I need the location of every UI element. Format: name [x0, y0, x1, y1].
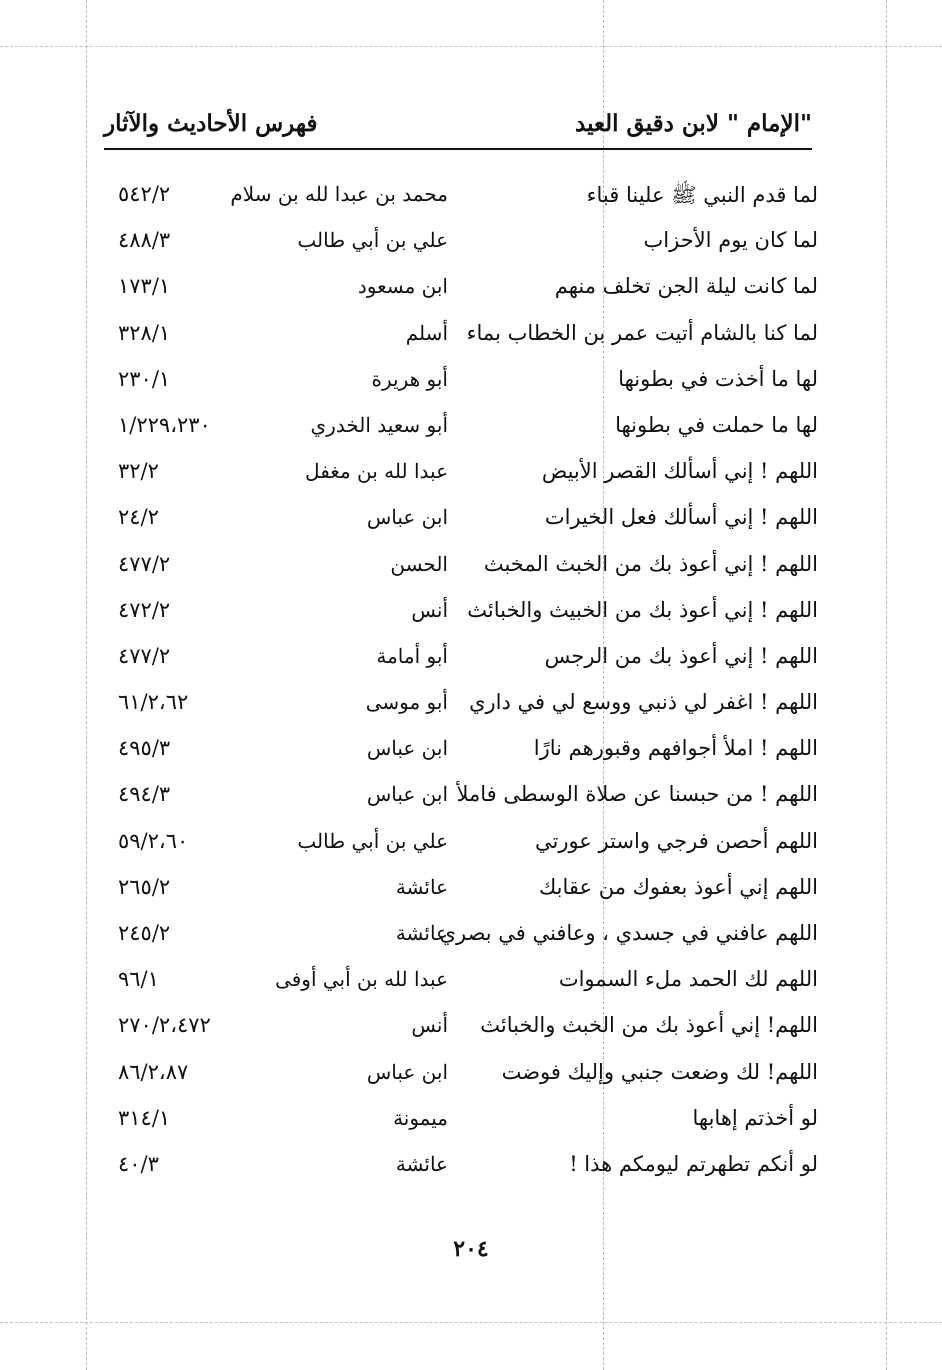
narrator-name: عبدا لله بن مغفل — [305, 459, 448, 484]
narrator-name: أبو هريرة — [371, 366, 448, 391]
index-entry-row — [118, 915, 818, 961]
narrator-name: عائشة — [395, 921, 448, 945]
narrator-name: أنس — [411, 597, 448, 622]
hadith-text: لها ما أخذت في بطونها — [618, 366, 818, 391]
hadith-text: اللهم ! إني أسألك القصر الأبيض — [541, 459, 818, 484]
index-entry-row — [118, 1007, 818, 1053]
hadith-text: اللهم أحصن فرجي واستر عورتي — [534, 828, 818, 853]
volume-page-ref: ٣٢/٢ — [118, 459, 159, 484]
index-entry-row — [118, 361, 818, 407]
volume-page-ref: ٩٦/١ — [118, 967, 159, 992]
narrator-name: ابن عباس — [366, 505, 448, 530]
index-entries — [118, 176, 818, 1192]
volume-page-ref: ٤٧٧/٢ — [118, 643, 171, 668]
hadith-text: لها ما حملت في بطونها — [615, 412, 818, 437]
narrator-name: عائشة — [395, 874, 448, 899]
hadith-text: لما قدم النبي ﷺ علينا قباء — [586, 183, 818, 207]
hadith-text: لما كان يوم الأحزاب — [643, 228, 818, 253]
guide-line — [0, 1322, 942, 1323]
guide-line — [0, 46, 942, 47]
volume-page-ref: ٤٨٨/٣ — [118, 228, 171, 253]
hadith-text: اللهم ! من حبسنا عن صلاة الوسطى فاملأ — [456, 782, 818, 807]
volume-page-ref: ٦١/٢،٦٢ — [118, 690, 189, 715]
index-entry-row — [118, 1100, 818, 1146]
index-entry-row — [118, 638, 818, 684]
index-title: فهرس الأحاديث والآثار — [104, 110, 318, 137]
hadith-text: لما كنا بالشام أتيت عمر بن الخطاب بماء — [466, 320, 818, 345]
volume-page-ref: ٤٩٤/٣ — [118, 782, 171, 807]
book-title: "الإمام " لابن دقيق العيد — [575, 110, 812, 137]
volume-page-ref: ١/٢٢٩،٢٣٠ — [118, 412, 211, 437]
narrator-name: علي بن أبي طالب — [297, 828, 448, 853]
narrator-name: الحسن — [390, 551, 448, 576]
hadith-text: اللهم ! إني أسألك فعل الخيرات — [544, 505, 818, 530]
volume-page-ref: ٣١٤/١ — [118, 1105, 171, 1130]
narrator-name: أبو سعيد الخدري — [310, 412, 448, 437]
hadith-text: لو أنكم تطهرتم ليومكم هذا ! — [569, 1151, 818, 1176]
index-entry-row — [118, 1146, 818, 1192]
narrator-name: محمد بن عبدا لله بن سلام — [230, 182, 448, 206]
volume-page-ref: ٤٧٧/٢ — [118, 551, 171, 576]
hadith-text: لما كانت ليلة الجن تخلف منهم — [554, 274, 818, 299]
volume-page-ref: ٤٧٢/٢ — [118, 597, 171, 622]
narrator-name: ابن عباس — [366, 1059, 448, 1084]
index-entry-row — [118, 315, 818, 361]
volume-page-ref: ٥٩/٢،٦٠ — [118, 828, 189, 853]
page-number: ٢٠٤ — [453, 1236, 489, 1262]
volume-page-ref: ٢٧٠/٢،٤٧٢ — [118, 1013, 211, 1038]
hadith-text: اللهم ! اغفر لي ذنبي ووسع لي في داري — [469, 690, 818, 715]
index-entry-row — [118, 961, 818, 1007]
hadith-text: اللهم إني أعوذ بعفوك من عقابك — [538, 874, 818, 899]
index-entry-row — [118, 176, 818, 222]
narrator-name: أنس — [411, 1013, 448, 1038]
narrator-name: ميمونة — [393, 1105, 448, 1130]
narrator-name: أبو موسى — [365, 690, 448, 715]
volume-page-ref: ١٧٣/١ — [118, 274, 171, 299]
index-entry-row — [118, 1054, 818, 1100]
hadith-text: اللهم! إني أعوذ بك من الخبث والخبائث — [480, 1013, 818, 1038]
narrator-name: ابن مسعود — [357, 274, 448, 299]
hadith-text: اللهم ! إني أعوذ بك من الرجس — [544, 643, 818, 668]
hadith-text: اللهم ! إني أعوذ بك من الخبيث والخبائث — [467, 597, 818, 622]
volume-page-ref: ٢٤/٢ — [118, 505, 159, 530]
volume-page-ref: ٤٩٥/٣ — [118, 736, 171, 761]
volume-page-ref: ٤٠/٣ — [118, 1151, 159, 1176]
hadith-text: اللهم ! املأ أجوافهم وقبورهم نارًا — [533, 736, 818, 761]
guide-line — [86, 0, 87, 1370]
index-entry-row — [118, 776, 818, 822]
page-header — [104, 108, 812, 150]
index-entry-row — [118, 453, 818, 499]
hadith-text: اللهم عافني في جسدي ، وعافني في بصري — [439, 921, 818, 945]
index-entry-row — [118, 499, 818, 545]
index-entry-row — [118, 546, 818, 592]
index-entry-row — [118, 407, 818, 453]
narrator-name: عبدا لله بن أبي أوفى — [275, 967, 448, 992]
narrator-name: ابن عباس — [366, 736, 448, 761]
index-entry-row — [118, 684, 818, 730]
hadith-text: اللهم لك الحمد ملء السموات — [558, 967, 818, 992]
index-entry-row — [118, 268, 818, 314]
index-entry-row — [118, 592, 818, 638]
hadith-text: لو أخذتم إهابها — [692, 1105, 818, 1130]
narrator-name: أسلم — [405, 320, 448, 345]
narrator-name: علي بن أبي طالب — [297, 228, 448, 253]
index-entry-row — [118, 730, 818, 776]
narrator-name: عائشة — [395, 1151, 448, 1176]
volume-page-ref: ٥٤٢/٢ — [118, 182, 171, 206]
index-entry-row — [118, 869, 818, 915]
volume-page-ref: ٨٦/٢،٨٧ — [118, 1059, 189, 1084]
narrator-name: ابن عباس — [366, 782, 448, 807]
index-entry-row — [118, 222, 818, 268]
narrator-name: أبو أمامة — [376, 643, 448, 668]
guide-line — [886, 0, 887, 1370]
volume-page-ref: ٢٦٥/٢ — [118, 874, 171, 899]
volume-page-ref: ٣٢٨/١ — [118, 320, 171, 345]
index-entry-row — [118, 823, 818, 869]
hadith-text: اللهم! لك وضعت جنبي وإليك فوضت — [501, 1059, 818, 1084]
volume-page-ref: ٢٤٥/٢ — [118, 921, 171, 945]
hadith-text: اللهم ! إني أعوذ بك من الخبث المخبث — [483, 551, 818, 576]
volume-page-ref: ٢٣٠/١ — [118, 366, 171, 391]
